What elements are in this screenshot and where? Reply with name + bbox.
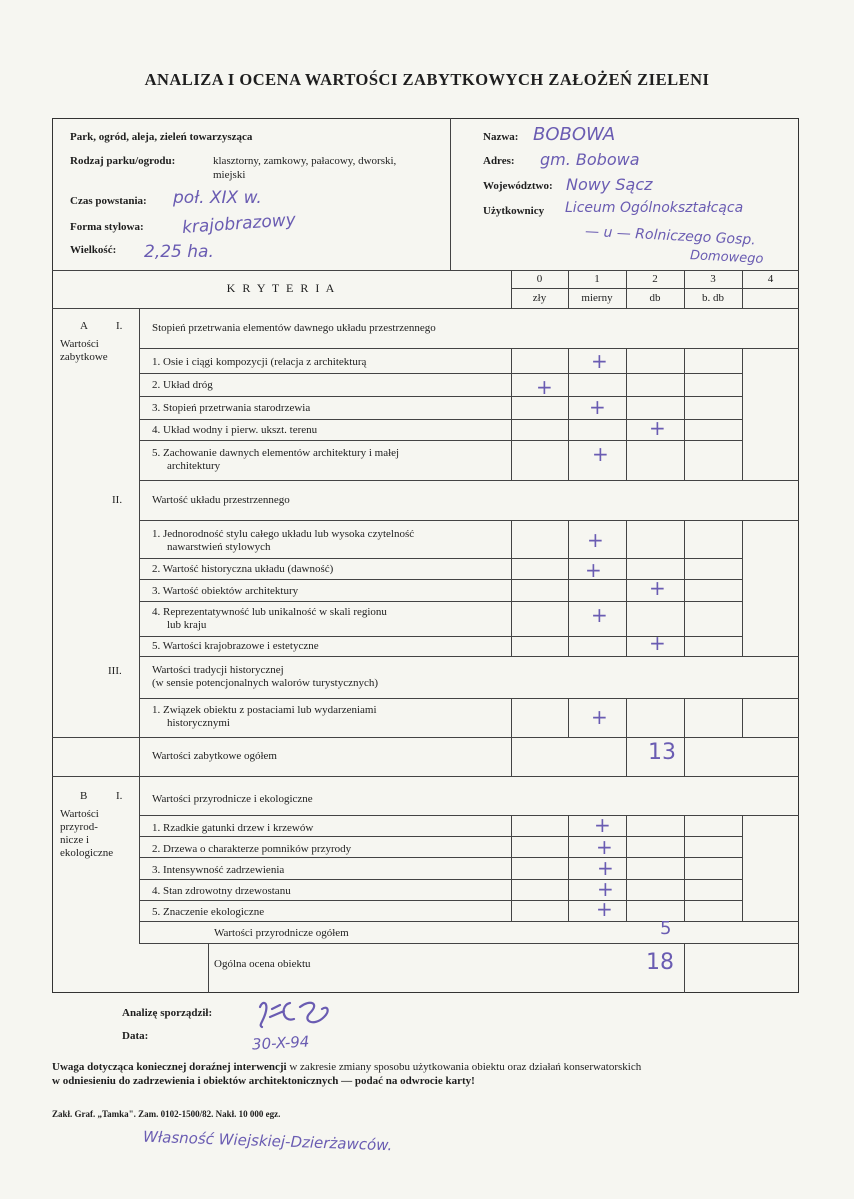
mark-a1-3: +: [589, 395, 606, 419]
section-a-name-1: Wartości: [60, 338, 99, 350]
section-b-divider: [139, 776, 140, 944]
wielkosc-label: Wielkość:: [70, 244, 117, 256]
line: [139, 943, 799, 944]
group2-title: Wartość układu przestrzennego: [152, 494, 290, 506]
line: [139, 396, 742, 397]
section-b-name-1: Wartości: [60, 808, 99, 820]
col-a1-568: [568, 348, 569, 480]
section-b-name-4: ekologiczne: [60, 847, 114, 859]
section-b-name-2: przyrod-: [60, 821, 98, 833]
b-item-1: 1. Rzadkie gatunki drzew i krzewów: [152, 822, 314, 834]
score-3-label: b. db: [702, 292, 724, 304]
group1-item-1: 1. Osie i ciągi kompozycji (relacja z architekturą: [152, 356, 367, 368]
page-title: ANALIZA I OCENA WARTOŚCI ZABYTKOWYCH ZAŁOŻEŃ ZIELENI: [144, 70, 710, 89]
line: [139, 815, 799, 816]
section-b-title: Wartości przyrodnicze i ekologiczne: [152, 793, 313, 805]
note-line-2: w odniesieniu do zadrzewienia i obiektów architektonicznych — podać na odwrocie karty!: [52, 1075, 475, 1087]
mark-a2-2: +: [585, 558, 602, 582]
overall-label: Ogólna ocena obiektu: [214, 958, 311, 970]
mark-a1-4: +: [649, 416, 666, 440]
line: [139, 698, 799, 699]
date-label: Data:: [122, 1030, 149, 1042]
col-b-626: [626, 815, 627, 921]
rodzaj-label: Rodzaj parku/ogrodu:: [70, 155, 176, 167]
wojewodztwo-label: Województwo:: [483, 180, 553, 192]
section-a-divider: [139, 308, 140, 776]
group2-item-3: 3. Wartość obiektów architektury: [152, 585, 299, 597]
group1-title: Stopień przetrwania elementów dawnego układu przestrzennego: [152, 322, 436, 334]
group3-title-2: (w sensie potencjonalnych walorów turystycznych): [152, 677, 379, 689]
mark-a2-4: +: [591, 603, 608, 627]
section-b-roman: I.: [116, 790, 123, 802]
mark-a2-5: +: [649, 631, 666, 655]
score-1-label: mierny: [581, 292, 613, 304]
col-a2-742: [742, 520, 743, 656]
park-label: Park, ogród, aleja, zieleń towarzysząca: [70, 131, 253, 143]
adres-value: gm. Bobowa: [540, 150, 640, 169]
mark-b-3: +: [597, 856, 614, 880]
score-3-num: 3: [710, 273, 716, 285]
group2-item-1: 1. Jednorodność stylu całego układu lub wysoka czytelność: [152, 528, 415, 540]
mark-a1-1: +: [591, 349, 608, 373]
section-a-letter: A: [80, 320, 88, 332]
score-1-num: 1: [594, 273, 600, 285]
uzytkownicy-label: Użytkownicy: [483, 205, 545, 217]
line: [139, 601, 742, 602]
col-a2-626: [626, 520, 627, 656]
group1-item-3: 3. Stopień przetrwania starodrzewia: [152, 402, 311, 414]
group1-item-2: 2. Układ dróg: [152, 379, 213, 391]
mark-b-5: +: [596, 897, 613, 921]
col-a2-568: [568, 520, 569, 656]
line: [139, 836, 742, 837]
line: [139, 373, 742, 374]
col-a1-684: [684, 348, 685, 480]
group2-item-2: 2. Wartość historyczna układu (dawność): [152, 563, 334, 575]
line: [139, 480, 799, 481]
mark-a1-5: +: [592, 442, 609, 466]
note-bold-1: Uwaga dotycząca koniecznej doraźnej interwencji: [52, 1061, 287, 1073]
b-item-4: 4. Stan zdrowotny drzewostanu: [152, 885, 291, 897]
section-a-roman: I.: [116, 320, 123, 332]
col-a3-511: [511, 698, 512, 776]
wojewodztwo-value: Nowy Sącz: [566, 175, 653, 194]
line: [139, 440, 742, 441]
col-a3-742: [742, 698, 743, 737]
mark-a2-3: +: [649, 576, 666, 600]
line: [139, 558, 742, 559]
col-a1-626: [626, 348, 627, 480]
wielkosc-value: 2,25 ha.: [144, 242, 214, 262]
b-item-3: 3. Intensywność zadrzewienia: [152, 864, 285, 876]
col-a3-626: [626, 698, 627, 776]
line: [139, 857, 742, 858]
header-divider: [450, 118, 451, 270]
group1-item-5-cont: architektury: [167, 460, 221, 472]
table-header-bottom: [52, 308, 799, 309]
mark-a1-2: +: [536, 375, 553, 399]
note-line-1: [52, 1061, 641, 1074]
group2-item-4-cont: lub kraju: [167, 619, 207, 631]
overall-value: 18: [646, 950, 674, 975]
line: [139, 879, 742, 880]
b-item-2: 2. Drzewa o charakterze pomników przyrody: [152, 843, 352, 855]
rodzaj-options-2: miejski: [213, 169, 246, 181]
group1-item-5: 5. Zachowanie dawnych elementów architektury i małej: [152, 447, 400, 459]
uzytkownicy-value-1: Liceum Ogólnokształcąca: [565, 200, 744, 216]
total-b-value: 5: [660, 918, 672, 939]
line: [139, 656, 799, 657]
mark-a2-1: +: [587, 528, 604, 552]
line: [52, 737, 799, 738]
col-a2-684: [684, 520, 685, 656]
line: [139, 520, 799, 521]
section-a-name-2: zabytkowe: [60, 351, 108, 363]
czas-value: poł. XIX w.: [173, 188, 262, 208]
col-a2-511: [511, 520, 512, 656]
overall-left: [208, 943, 209, 993]
group3-title-1: Wartości tradycji historycznej: [152, 664, 284, 676]
overall-right: [684, 943, 685, 993]
uzytkownicy-value-2: — u — Rolniczego Gosp.: [584, 223, 757, 249]
col-a3-684: [684, 698, 685, 776]
line: [139, 921, 799, 922]
nazwa-value: BOBOWA: [533, 124, 616, 145]
print-info: Zakł. Graf. „Tamka". Zam. 0102-1500/82. Nakł. 10 000 egz.: [52, 1109, 281, 1119]
analysis-label: Analizę sporządził:: [122, 1007, 213, 1019]
czas-label: Czas powstania:: [70, 195, 147, 207]
note-rest-1: w zakresie zmiany sposobu użytkowania obiektu oraz działań konserwatorskich: [286, 1061, 642, 1073]
group1-item-4: 4. Układ wodny i pierw. ukszt. terenu: [152, 424, 318, 436]
total-b-label: Wartości przyrodnicze ogółem: [214, 927, 349, 939]
forma-label: Forma stylowa:: [70, 221, 144, 233]
group2-item-1-cont: nawarstwień stylowych: [167, 541, 271, 553]
rodzaj-options: klasztorny, zamkowy, pałacowy, dworski,: [213, 155, 397, 167]
kryteria-header: K R Y T E R I A: [226, 281, 337, 295]
score-0-label: zły: [532, 292, 547, 304]
b-item-5: 5. Znaczenie ekologiczne: [152, 906, 265, 918]
forma-value: krajobrazowy: [181, 210, 297, 238]
col-b-568: [568, 815, 569, 921]
col-b-684: [684, 815, 685, 921]
section-a-group3-roman: III.: [108, 665, 122, 677]
section-b-letter: B: [80, 790, 88, 802]
line: [52, 776, 799, 777]
header-bottom-line: [52, 270, 799, 271]
score-4-num: 4: [767, 273, 774, 285]
section-b-name-3: nicze i: [60, 834, 90, 846]
mark-b-4: +: [597, 877, 614, 901]
score-header-mid: [511, 288, 799, 289]
col-b-742: [742, 815, 743, 921]
col-b-511: [511, 815, 512, 921]
col-a1-742: [742, 348, 743, 480]
mark-b-2: +: [596, 835, 613, 859]
line: [139, 348, 799, 349]
analyst-signature: [250, 995, 360, 1035]
col-a3-568: [568, 698, 569, 737]
adres-label: Adres:: [483, 155, 515, 167]
mark-b-1: +: [594, 813, 611, 837]
group2-item-5: 5. Wartości krajobrazowe i estetyczne: [152, 640, 319, 652]
section-a-group2-roman: II.: [112, 494, 123, 506]
group2-item-4: 4. Reprezentatywność lub unikalność w skali regionu: [152, 606, 387, 618]
group3-item-1: 1. Związek obiektu z postaciami lub wydarzeniami: [152, 704, 377, 716]
col-a1-511: [511, 348, 512, 480]
mark-a3-1: +: [591, 705, 608, 729]
line: [139, 900, 742, 901]
score-2-num: 2: [652, 273, 658, 285]
nazwa-label: Nazwa:: [483, 131, 519, 143]
total-a-value: 13: [648, 740, 676, 765]
uzytkownicy-value-3: Domowego: [689, 248, 764, 267]
total-a-label: Wartości zabytkowe ogółem: [152, 750, 277, 762]
handwritten-note: Własność Wiejskiej-Dzierżawców.: [142, 1127, 393, 1155]
score-2-label: db: [649, 292, 661, 304]
group3-item-1-cont: historycznymi: [167, 717, 230, 729]
date-value: 30-X-94: [251, 1032, 310, 1054]
score-0-num: 0: [536, 273, 543, 285]
